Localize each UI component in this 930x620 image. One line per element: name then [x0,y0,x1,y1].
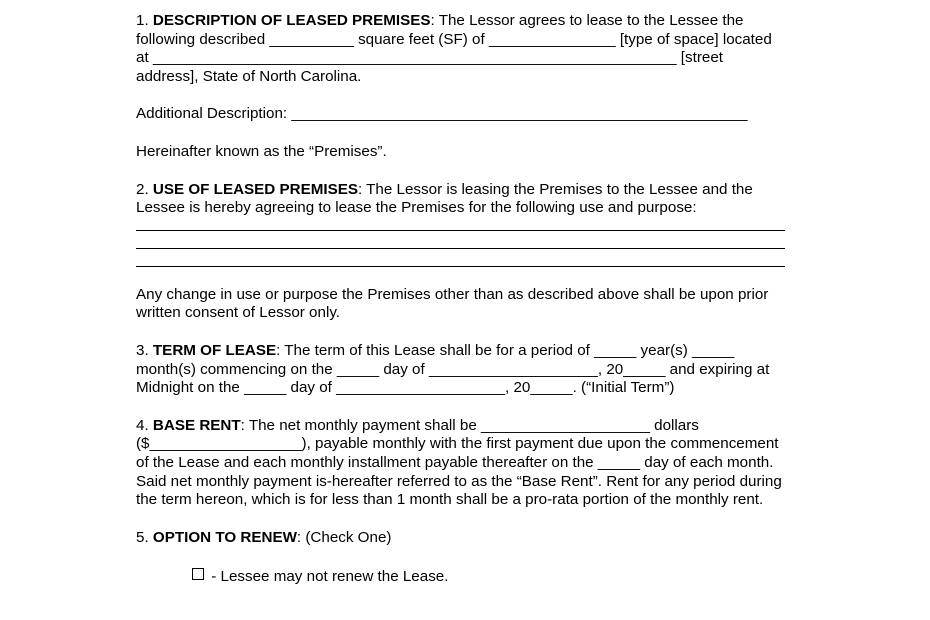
section-2-number: 2. [136,180,149,198]
spacer [136,398,785,417]
use-purpose-blank-lines [136,230,785,267]
option-no-renew-row [192,568,785,587]
section-4-number: 4. [136,416,149,434]
spacer [136,323,785,342]
section-5-body: : (Check One) [296,528,392,546]
section-1-body: : The Lessor agrees to lease to the Lessee the following described __________ square feet (SF) of _______________ [type of space] located at ______________________________________________________________ [street address], State of North Carolina. [136,12,772,85]
section-1-paragraph [136,12,785,86]
blank-write-in-line[interactable] [136,230,785,231]
spacer [136,86,785,105]
section-1-number: 1. [136,12,149,29]
section-5-heading: OPTION TO RENEW [152,528,297,546]
section-4-body: : The net monthly payment shall be ____________________ dollars ($__________________), payable monthly with the first payment due upon the commencement of the Lease and each monthly installment payable thereafter on the _____ day of each month. Said net monthly payment is-hereafter referred to as the “Base Rent”. Rent for any period during the term hereon, which is for less than 1 month shall be a pro-rata portion of the monthly rent. [136,416,782,509]
blank-write-in-line[interactable] [136,248,785,249]
hereinafter-line: Hereinafter known as the “Premises”. [136,142,387,160]
additional-description-line: Additional Description: ______________________________________________________ [136,105,748,123]
spacer [136,267,785,286]
spacer [136,510,785,529]
section-3-heading: TERM OF LEASE [152,341,277,359]
checkbox-icon[interactable] [192,568,204,580]
any-change-paragraph: Any change in use or purpose the Premises other than as described above shall be upon prior written consent of Lessor only. [136,285,769,322]
section-2-paragraph [136,181,785,218]
spacer [136,547,785,568]
section-1-heading: DESCRIPTION OF LEASED PREMISES [152,12,431,29]
section-3-number: 3. [136,341,149,359]
section-3-paragraph [136,342,785,398]
section-5-paragraph [136,529,785,548]
section-3-body: : The term of this Lease shall be for a period of _____ year(s) _____ month(s) commencing on the _____ day of ____________________, 20_____ and expiring at Midnight on the _____ day of ____________________, 20_____. (“Initial Term”) [136,341,770,397]
section-5-number: 5. [136,528,149,546]
section-4-heading: BASE RENT [152,416,241,434]
spacer [136,162,785,181]
section-2-body: : The Lessor is leasing the Premises to the Lessee and the Lessee is hereby agreeing to lease the Premises for the following use and purpose: [136,180,753,217]
option-no-renew-label: - Lessee may not renew the Lease. [211,568,449,586]
spacer [136,124,785,143]
section-2-heading: USE OF LEASED PREMISES [152,180,358,198]
section-4-paragraph [136,417,785,510]
